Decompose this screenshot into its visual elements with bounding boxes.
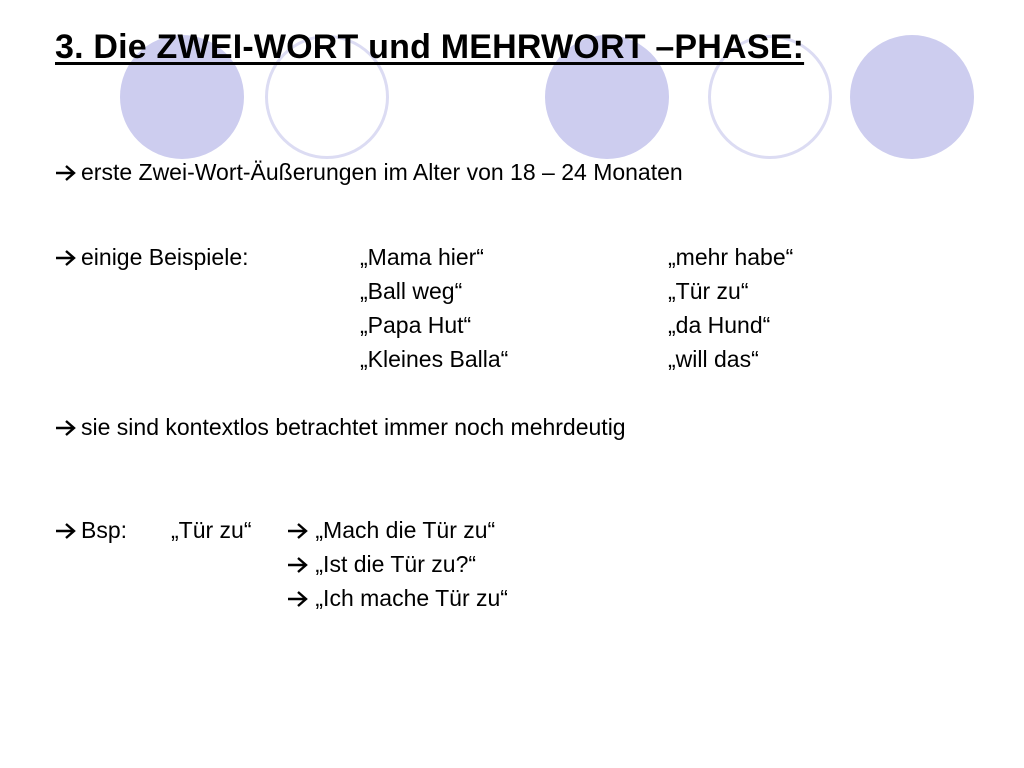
bsp-label: Bsp: [81,517,128,543]
right-arrow-icon [287,547,309,581]
example-col2-item: „will das“ [668,346,759,372]
bullet-ambiguity [55,410,626,444]
example-col1-item: „Mama hier“ [360,244,484,270]
slide-title: 3. Die ZWEI-WORT und MEHRWORT –PHASE: [55,28,805,66]
meaning-line [287,581,508,615]
example-col2-item: „da Hund“ [668,312,771,338]
bsp-phrase: „Tür zu“ [171,517,252,543]
bullet-text: sie sind kontextlos betrachtet immer noch mehrdeutig [81,414,626,440]
bullet-text: erste Zwei-Wort-Äußerungen im Alter von 18 – 24 Monaten [81,159,683,185]
right-arrow-icon [287,581,309,615]
example-col2-item: „mehr habe“ [668,244,794,270]
right-arrow-icon [55,513,81,547]
meaning-line [287,547,476,581]
bullet-examples [55,240,249,274]
right-arrow-icon [55,155,81,189]
meaning-text: „Ich mache Tür zu“ [315,585,508,611]
bullet-first-utterances [55,155,683,189]
meaning-text: „Ist die Tür zu?“ [315,551,477,577]
decor-circle-filled-3 [850,35,974,159]
example-col2-item: „Tür zu“ [668,278,749,304]
examples-label: einige Beispiele: [81,244,249,270]
example-col1-item: „Ball weg“ [360,278,463,304]
right-arrow-icon [55,240,81,274]
meaning-text: „Mach die Tür zu“ [315,517,496,543]
example-col1-item: „Kleines Balla“ [360,346,509,372]
right-arrow-icon [55,410,81,444]
example-col1-item: „Papa Hut“ [360,312,472,338]
right-arrow-icon [287,513,309,547]
bullet-bsp [55,513,127,547]
meaning-line [287,513,495,547]
